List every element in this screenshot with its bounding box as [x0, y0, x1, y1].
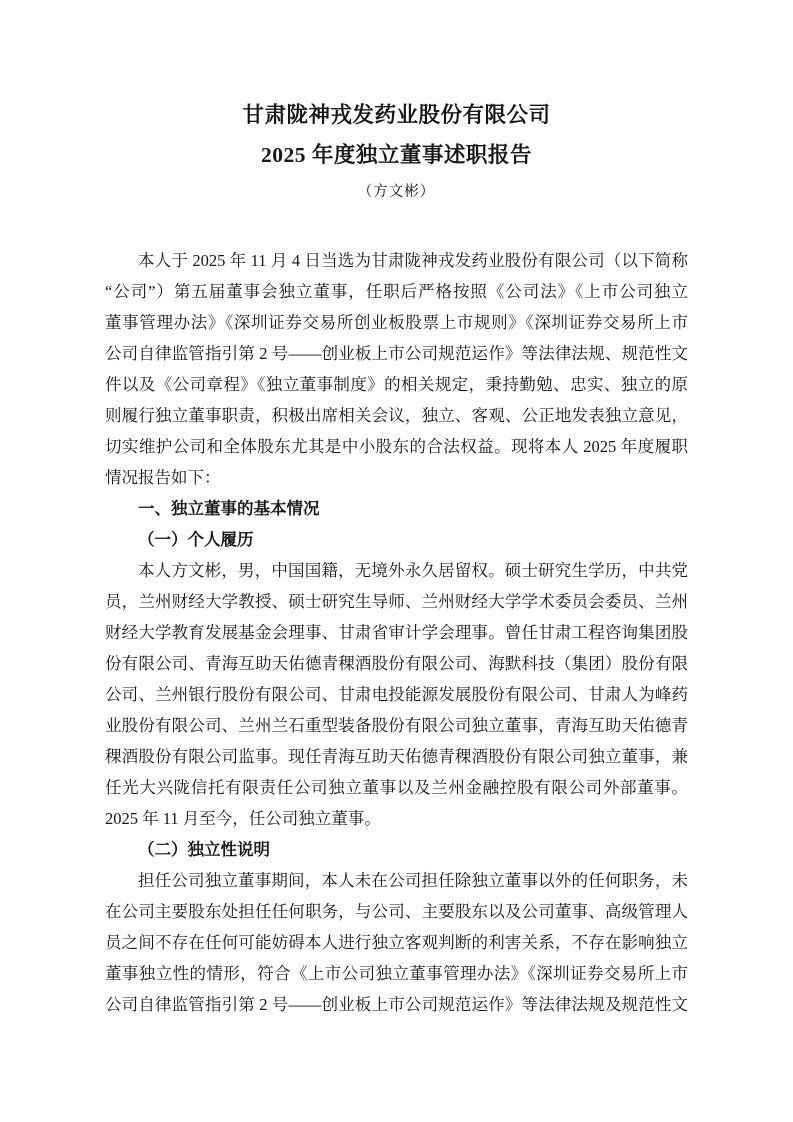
text-line: 稞酒股份有限公司监事。现任青海互助天佑德青稞酒股份有限公司独立董事，兼: [105, 747, 688, 766]
doc-title-report: 2025 年度独立董事述职报告: [261, 143, 532, 167]
text-line: 公司自律监管指引第 2 号——创业板上市公司规范运作》等法律法规及规范性文: [105, 995, 688, 1014]
text-line: 件以及《公司章程》《独立董事制度》的相关规定，秉持勤勉、忠实、独立的原: [105, 375, 688, 394]
text-line: 员之间不存在任何可能妨碍本人进行独立客观判断的利害关系，不存在影响独立: [105, 933, 688, 952]
text-line: 董事独立性的情形，符合《上市公司独立董事管理办法》《深圳证券交易所上市: [105, 964, 688, 983]
text-line: “公司”）第五届董事会独立董事，任职后严格按照《公司法》《上市公司独立: [105, 282, 688, 301]
text-line: 份有限公司、青海互助天佑德青稞酒股份有限公司、海默科技（集团）股份有限: [105, 654, 688, 673]
section-heading: （二）独立性说明: [138, 840, 270, 859]
text-line: 董事管理办法》《深圳证券交易所创业板股票上市规则》《深圳证券交易所上市: [105, 313, 688, 332]
text-line: 则履行独立董事职责，积极出席相关会议，独立、客观、公正地发表独立意见，: [105, 406, 688, 425]
text-line: 公司、兰州银行股份有限公司、甘肃电投能源发展股份有限公司、甘肃人为峰药: [105, 685, 688, 704]
paragraph: [105, 555, 688, 834]
text-line: 在公司主要股东处担任任何职务，与公司、主要股东以及公司董事、高级管理人: [105, 902, 688, 921]
text-line: 担任公司独立董事期间，本人未在公司担任除独立董事以外的任何职务，未: [138, 871, 688, 890]
doc-body: [105, 245, 688, 1020]
text-line: 任光大兴陇信托有限责任公司独立董事以及兰州金融控股有限公司外部董事。: [105, 778, 688, 797]
text-line: 2025 年 11 月至今，任公司独立董事。: [105, 809, 381, 828]
text-line: 财经大学教育发展基金会理事、甘肃省审计学会理事。曾任甘肃工程咨询集团股: [105, 623, 688, 642]
paragraph: [105, 865, 688, 1020]
title-block: [0, 0, 793, 205]
doc-title-company: 甘肃陇神戎发药业股份有限公司: [242, 103, 551, 127]
text-line: 情况报告如下：: [105, 468, 221, 487]
text-line: 公司自律监管指引第 2 号——创业板上市公司规范运作》等法律法规、规范性文: [105, 344, 688, 363]
text-line: 业股份有限公司、兰州兰石重型装备股份有限公司独立董事，青海互助天佑德青: [105, 716, 688, 735]
text-line: 本人方文彬，男，中国国籍，无境外永久居留权。硕士研究生学历，中共党: [138, 561, 688, 580]
section-heading: 一、独立董事的基本情况: [138, 499, 320, 518]
doc-subtitle-author: （方文彬）: [357, 184, 436, 200]
paragraph: [105, 245, 688, 493]
text-line: 本人于 2025 年 11 月 4 日当选为甘肃陇神戎发药业股份有限公司（以下简称: [138, 251, 688, 270]
text-line: 员，兰州财经大学教授、硕士研究生导师、兰州财经大学学术委员会委员、兰州: [105, 592, 688, 611]
text-line: 切实维护公司和全体股东尤其是中小股东的合法权益。现将本人 2025 年度履职: [105, 437, 688, 456]
section-heading: （一）个人履历: [138, 530, 254, 549]
